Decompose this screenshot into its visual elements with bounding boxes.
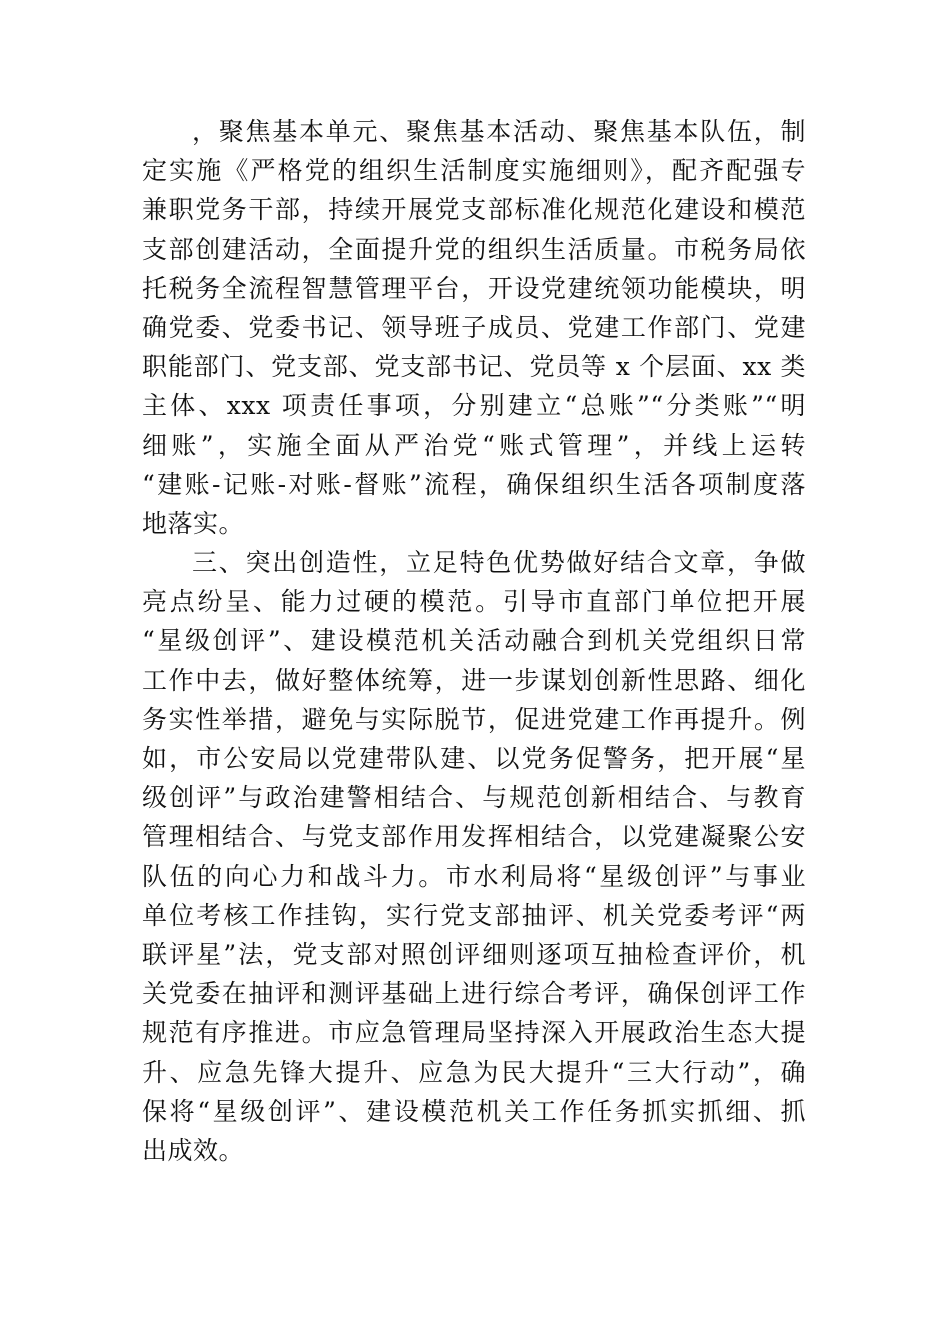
text-line: 支部创建活动，全面提升党的组织生活质量。市税务局依 [142, 234, 806, 264]
text-line: 托税务全流程智慧管理平台，开设党建统领功能模块，明 [142, 273, 806, 303]
text-line: 职能部门、党支部、党支部书记、党员等 x 个层面、xx 类 [142, 352, 806, 382]
text-line: 出成效。 [142, 1135, 245, 1165]
text-line: 管理相结合、与党支部作用发挥相结合，以党建凝聚公安 [142, 822, 806, 852]
text-line: 地落实。 [142, 508, 245, 538]
paragraph-1 [142, 112, 806, 543]
text-line: 如，市公安局以党建带队建、以党务促警务，把开展“星 [142, 744, 806, 773]
text-line: 定实施《严格党的组织生活制度实施细则》，配齐配强专 [142, 156, 806, 186]
text-line: 细账”，实施全面从严治党“账式管理”，并线上运转 [142, 430, 806, 460]
text-line: 关党委在抽评和测评基础上进行综合考评，确保创评工作 [142, 979, 806, 1009]
text-line: 升、应急先锋大提升、应急为民大提升“三大行动”，确 [142, 1057, 806, 1087]
text-line: 保将“星级创评”、建设模范机关工作任务抓实抓细、抓 [142, 1096, 806, 1126]
paragraph-2 [142, 543, 806, 1170]
text-line: 队伍的向心力和战斗力。市水利局将“星级创评”与事业 [142, 861, 806, 891]
text-line: 单位考核工作挂钩，实行党支部抽评、机关党委考评“两 [142, 900, 806, 930]
text-line: 务实性举措，避免与实际脱节，促进党建工作再提升。例 [142, 704, 806, 734]
text-line: 联评星”法，党支部对照创评细则逐项互抽检查评价，机 [142, 939, 806, 969]
text-line: 兼职党务干部，持续开展党支部标准化规范化建设和模范 [142, 195, 806, 225]
text-line: 级创评”与政治建警相结合、与规范创新相结合、与教育 [142, 783, 806, 813]
text-line: 主体、xxx 项责任事项，分别建立“总账”“分类账”“明 [142, 391, 806, 421]
text-line: “星级创评”、建设模范机关活动融合到机关党组织日常 [142, 626, 806, 656]
text-line: 确党委、党委书记、领导班子成员、党建工作部门、党建 [142, 312, 806, 342]
text-line: 三、突出创造性，立足特色优势做好结合文章，争做 [192, 548, 806, 578]
document-page [142, 112, 806, 1170]
text-line: 工作中去，做好整体统筹，进一步谋划创新性思路、细化 [142, 665, 806, 695]
text-line: ，聚焦基本单元、聚焦基本活动、聚焦基本队伍，制 [192, 117, 806, 146]
text-line: “建账-记账-对账-督账”流程，确保组织生活各项制度落 [142, 469, 806, 499]
text-line: 规范有序推进。市应急管理局坚持深入开展政治生态大提 [142, 1018, 806, 1048]
text-line: 亮点纷呈、能力过硬的模范。引导市直部门单位把开展 [142, 587, 806, 617]
